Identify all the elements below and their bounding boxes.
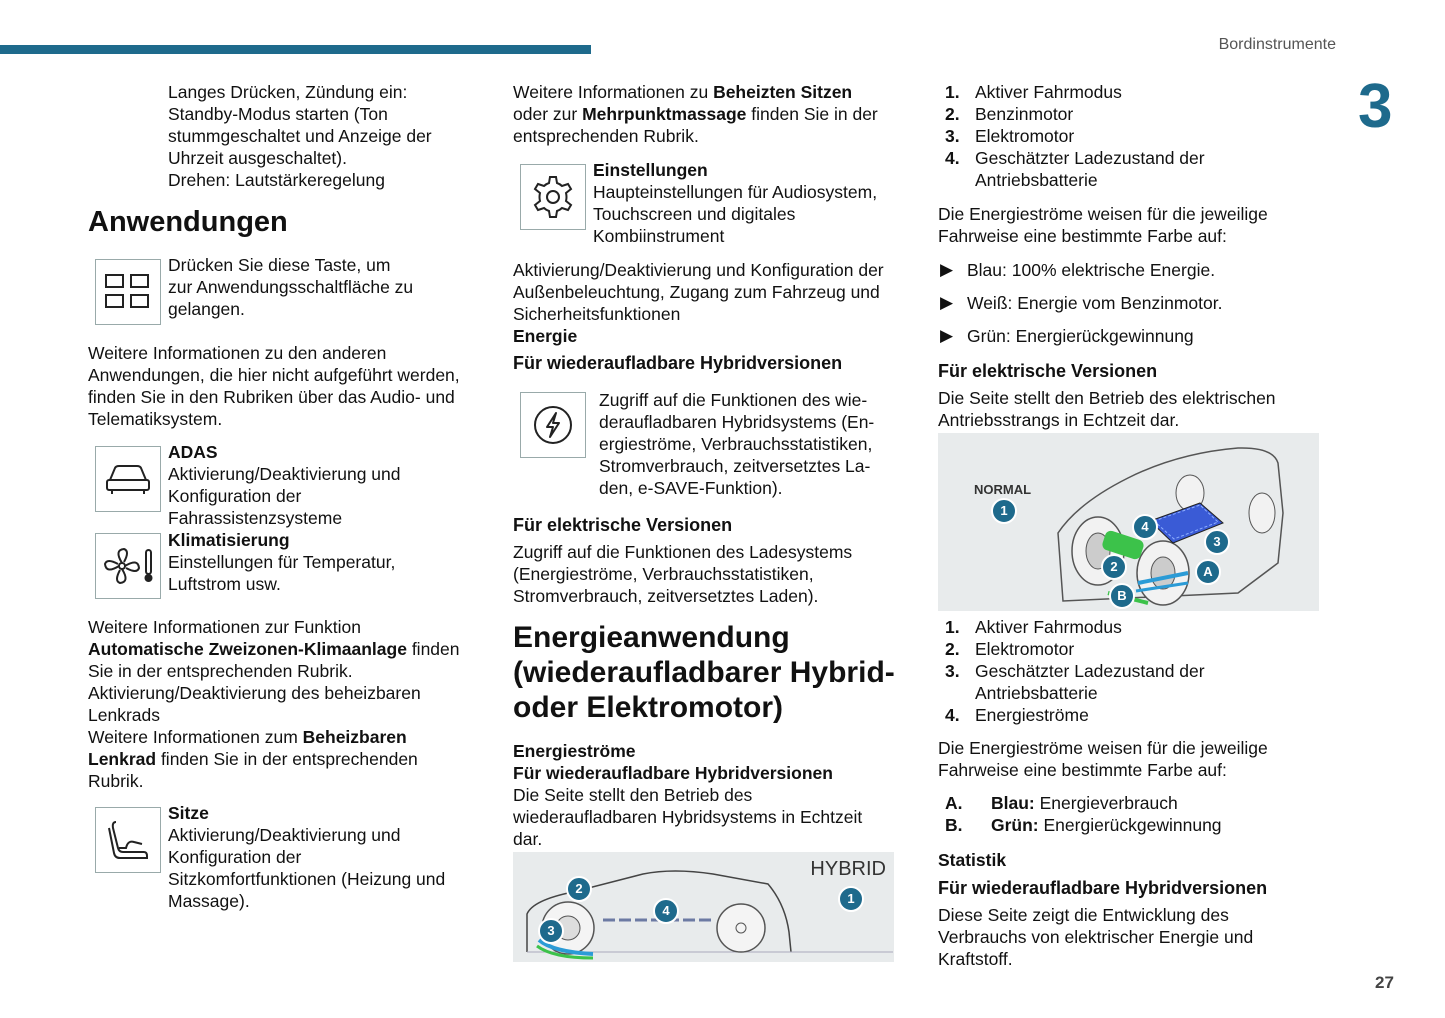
seats-info-text: Weitere Informationen zu Beheizten Sitzen oder zur Mehrpunktmassage finden Sie in der entsprechenden Rubrik.	[513, 82, 878, 146]
chapter-number: 3	[1358, 72, 1393, 141]
list-item: 2. Elektromotor	[945, 639, 1075, 659]
badge-3: 3	[538, 918, 564, 944]
statistik-text: Diese Seite zeigt die Entwicklung des Verbrauchs von elektrischer Energie und Kraftstoff.	[938, 905, 1254, 969]
adas-text: ADAS Aktivierung/Deaktivierung und Konfiguration der Fahrassistenzsysteme	[168, 442, 401, 528]
hybrid-mode-label: HYBRID	[810, 858, 886, 880]
einstellungen-text: Einstellungen Haupteinstellungen für Audiosystem, Touchscreen und digitales Kombiinstrument	[593, 160, 878, 246]
badge-4: 4	[653, 898, 679, 924]
intro-text: Langes Drücken, Zündung ein: Standby-Modus starten (Ton stummgeschaltet und Anzeige der Uhrzeit ausgeschaltet). Drehen: Lautstärkeregelung	[168, 82, 432, 190]
aussenbeleuchtung-text: Aktivierung/Deaktivierung und Konfiguration der Außenbeleuchtung, Zugang zum Fahrzeug und Sicherheitsfunktionen Energie	[513, 260, 884, 346]
list-item: 3. Elektromotor	[945, 126, 1075, 146]
statistik-heading: Statistik	[938, 850, 1007, 870]
list-item: 1. Aktiver Fahrmodus	[945, 617, 1122, 637]
colors-intro-text: Die Energieströme weisen für die jeweilige Fahrweise eine bestimmte Farbe auf:	[938, 204, 1268, 246]
bullet-green: ▶ Grün: Energierückgewinnung	[940, 326, 1194, 346]
bullet-white: ▶ Weiß: Energie vom Benzinmotor.	[940, 293, 1223, 313]
hybrid-legend-list	[938, 81, 1318, 191]
more-info-text: Weitere Informationen zu den anderen Anwendungen, die hier nicht aufgeführt werden, finden Sie in den Rubriken über das Audio- und Telematiksystem.	[88, 343, 460, 429]
statistik-sub-heading: Für wiederaufladbare Hybridversionen	[938, 878, 1268, 898]
badge-b: B	[1109, 583, 1135, 609]
list-item: 2. Benzinmotor	[945, 104, 1074, 124]
elektrisch-heading-2: Für elektrische Versionen	[938, 361, 1158, 381]
climate-fan-icon	[95, 533, 161, 599]
badge-2: 2	[566, 876, 592, 902]
list-item: 4. Geschätzter Ladezustand der Antriebsbatterie	[945, 148, 1205, 190]
apps-grid-icon	[95, 259, 161, 325]
adas-car-icon	[95, 446, 161, 512]
apps-text: Drücken Sie diese Taste, um zur Anwendungsschaltfläche zu gelangen.	[168, 255, 414, 319]
section-title: Bordinstrumente	[1218, 36, 1336, 53]
electric-legend-list	[938, 616, 1318, 726]
badge-4: 4	[1132, 514, 1158, 540]
electric-energy-figure	[938, 433, 1319, 611]
badge-3: 3	[1204, 529, 1230, 555]
legend-b: B. Grün: Energierückgewinnung	[945, 815, 1222, 835]
energiestroeme-text: Energieströme Für wiederaufladbare Hybridversionen Die Seite stellt den Betrieb des wiederaufladbaren Hybridsystems in Echtzeit dar.	[513, 741, 863, 849]
ab-legend	[945, 792, 1325, 836]
badge-1: 1	[991, 498, 1017, 524]
energy-bolt-icon	[520, 392, 586, 458]
hybrid-heading: Für wiederaufladbare Hybridversionen	[513, 353, 843, 373]
badge-a: A	[1195, 559, 1221, 585]
electric-mode-label: NORMAL	[974, 482, 1032, 497]
energieanwendung-heading: Energieanwendung (wiederaufladbarer Hybrid- oder Elektromotor)	[513, 621, 895, 724]
seat-icon	[95, 807, 161, 873]
list-item: 4. Energieströme	[945, 705, 1089, 725]
badge-1: 1	[838, 886, 864, 912]
legend-a: A. Blau: Energieverbrauch	[945, 793, 1178, 813]
elektrisch-text: Zugriff auf die Funktionen des Ladesystems (Energieströme, Verbrauchsstatistiken, Stromverbrauch, zeitversetztes Laden).	[513, 542, 853, 606]
list-item: 3. Geschätzter Ladezustand der Antriebsbatterie	[945, 661, 1205, 703]
colors-intro-text-2: Die Energieströme weisen für die jeweilige Fahrweise eine bestimmte Farbe auf:	[938, 738, 1268, 780]
hybrid-energy-figure	[513, 852, 894, 962]
settings-gear-icon	[520, 164, 586, 230]
list-item: 1. Aktiver Fahrmodus	[945, 82, 1122, 102]
page-number: 27	[1375, 973, 1394, 992]
sitze-text: Sitze Aktivierung/Deaktivierung und Konfiguration der Sitzkomfortfunktionen (Heizung und Massage).	[168, 803, 446, 911]
color-bullets	[940, 259, 1320, 347]
bullet-blue: ▶ Blau: 100% elektrische Energie.	[940, 260, 1216, 280]
elektrisch-text-2: Die Seite stellt den Betrieb des elektrischen Antriebsstrangs in Echtzeit dar.	[938, 388, 1276, 430]
klima-text: Klimatisierung Einstellungen für Temperatur, Luftstrom usw.	[168, 530, 396, 594]
header-accent-bar	[0, 45, 591, 54]
heading-anwendungen: Anwendungen	[88, 206, 288, 238]
elektrisch-heading: Für elektrische Versionen	[513, 515, 733, 535]
badge-2: 2	[1101, 554, 1127, 580]
hybrid-text: Zugriff auf die Funktionen des wie- deraufladbaren Hybridsystems (En- ergieströme, Verbrauchsstatistiken, Stromverbrauch, zeitversetztes La- den, e-SAVE-Funktion).	[599, 390, 875, 498]
klima-info-text: Weitere Informationen zur Funktion Automatische Zweizonen-Klimaanlage finden Sie in der entsprechenden Rubrik. Aktivierung/Deaktivierung des beheizbaren Lenkrads Weitere Informationen zum Beheizbaren Lenkrad finden Sie in der entsprechenden Rubrik.	[88, 617, 460, 791]
